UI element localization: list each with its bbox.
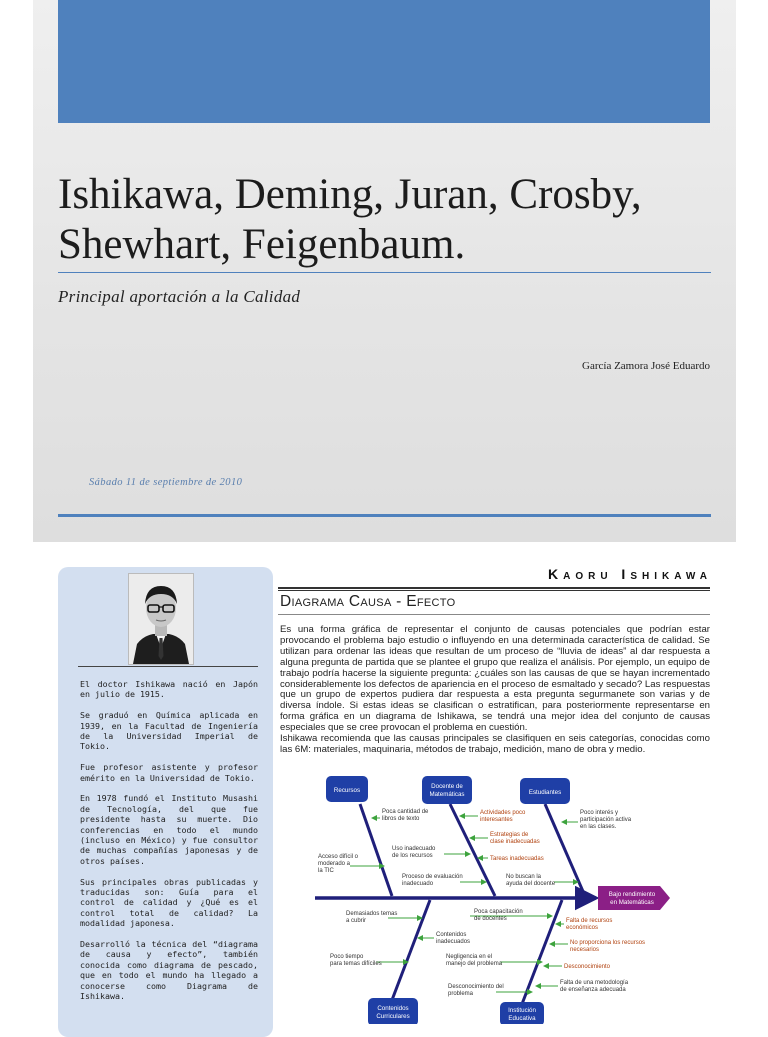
cause-label: ayuda del docente <box>506 881 556 887</box>
cause-label: Poco interés y <box>580 810 619 816</box>
cause-label: Falta de recursos <box>566 918 613 924</box>
cause-label: de docentes <box>474 916 507 922</box>
article-paragraph: Ishikawa recomienda que las causas principales se clasifiquen en seis categorías, conocidas como las 6M: materiales, maquinaria, métodos de trabajo, medición, mano de obra y medio. <box>280 733 710 755</box>
category-box-estudiantes <box>520 778 570 804</box>
cause-label: de enseñanza adecuada <box>560 987 626 993</box>
cause-label: inadecuado <box>402 881 434 887</box>
cause-label: Tareas inadecuadas <box>490 856 544 862</box>
cause-label: clase inadecuadas <box>490 839 540 845</box>
ishikawa-portrait-image <box>128 573 194 665</box>
cause-label: problema <box>448 991 474 997</box>
bio-paragraph: El doctor Ishikawa nació en Japón en julio de 1915. <box>80 679 258 700</box>
cause-label: manejo del problema <box>446 961 503 967</box>
cause-label: Desconocimiento del <box>448 984 504 990</box>
cause-label: Contenidos <box>436 932 467 938</box>
cause-label: No proporciona los recursos <box>570 940 646 946</box>
bio-paragraph: En 1978 fundó el Instituto Musashi de Tecnología, del que fue presidente hasta su muerte. Dio conferencias en todo el mundo (incluso en México) y fue consultor de muchas compañías japonesas y de otros países. <box>80 793 258 866</box>
cause-label: Poca capacitación <box>474 909 523 915</box>
category-box-institucion <box>500 1002 544 1024</box>
cause-label: Actividades poco <box>480 810 526 816</box>
bio-paragraph: Fue profesor asistente y profesor emérito en la Universidad de Tokio. <box>80 762 258 783</box>
category-contenidos-line1: Contenidos <box>377 1005 409 1012</box>
category-contenidos-line2: Curriculares <box>376 1013 410 1020</box>
cover-author: García Zamora José Eduardo <box>582 360 710 372</box>
bio-paragraph: Se graduó en Química aplicada en 1939, en la Facultad de Ingeniería de la Universidad Imperial de Tokio. <box>80 710 258 752</box>
cause-label: Poco tiempo <box>330 954 364 960</box>
bio-paragraph: Sus principales obras publicadas y traducidas son: Guía para el control de calidad y ¿Qué es el control total de calidad? La modalidad japonesa. <box>80 876 258 929</box>
bone-contenidos <box>392 900 430 1000</box>
article-header: Kaoru Ishikawa <box>547 566 712 582</box>
category-estudiantes: Estudiantes <box>528 789 562 796</box>
article-body <box>280 625 710 756</box>
category-recursos: Recursos <box>333 787 361 794</box>
cover-title <box>58 170 718 270</box>
category-box-recursos <box>326 776 368 802</box>
effect-box <box>598 886 670 910</box>
article-header-rule-thin <box>278 590 710 591</box>
category-box-docente <box>422 776 472 804</box>
category-docente-line2: Matemáticas <box>429 791 465 798</box>
cause-label: a cubrir <box>346 918 367 924</box>
cause-label: Falta de una metodología <box>560 980 629 986</box>
cover-title-line2: Shewhart, Feigenbaum. <box>58 221 466 268</box>
cause-label: libros de texto <box>382 816 420 822</box>
category-institucion-line2: Educativa <box>508 1015 536 1022</box>
cause-label: Poca cantidad de <box>382 809 429 815</box>
cover-title-rule <box>58 272 711 273</box>
cause-label: necesarios <box>570 947 600 953</box>
section-title-rule <box>278 614 710 615</box>
sidebar-divider <box>78 666 258 667</box>
biography-sidebar <box>58 567 273 1037</box>
cause-label: económicos <box>566 925 599 931</box>
cause-label: participación activa <box>580 817 632 823</box>
cover-title-line1: Ishikawa, Deming, Juran, Crosby, <box>58 171 642 218</box>
cover-header-band <box>58 0 710 123</box>
category-box-contenidos <box>368 998 418 1024</box>
cause-label: Uso inadecuado <box>392 846 436 852</box>
article-header-rule <box>278 587 710 589</box>
cause-label: Estrategias de <box>490 832 529 838</box>
cause-label: moderado a <box>318 861 351 867</box>
cause-label: inadecuados <box>436 939 471 945</box>
cause-label: Desconocimiento <box>564 964 611 970</box>
bio-paragraph: Desarrolló la técnica del “diagrama de causa y efecto”, también conocida como diagrama de pescado, que en todo el mundo ha llegado a conocerse como Diagrama de Ishikawa. <box>80 939 258 1002</box>
cover-subtitle: Principal aportación a la Calidad <box>58 287 301 306</box>
cover-bottom-rule <box>58 514 711 517</box>
cause-label: para temas difíciles <box>330 961 382 967</box>
cause-label: Demasiados temas <box>346 911 398 917</box>
cover-page <box>33 0 736 542</box>
category-docente-line1: Docente de <box>431 783 463 790</box>
biography-text <box>80 679 258 1012</box>
cover-date: Sábado 11 de septiembre de 2010 <box>89 477 243 488</box>
cause-label: en las clases. <box>580 824 617 830</box>
section-title: Diagrama Causa - Efecto <box>280 593 456 610</box>
effect-label-line2: en Matemáticas <box>610 899 654 906</box>
cause-label: No buscan la <box>506 874 542 880</box>
article-paragraph: Es una forma gráfica de representar el conjunto de causas potenciales que podrían estar provocando el problema bajo estudio o influyendo en una determinada característica de calidad. Se utilizan para ordenar las ideas que resultan de um proceso de “lluvia de ideas” al dar respuesta a alguna pregunta de partida que se plantee el grupo que realiza el análisis. Por ejemplo, un equipo de trabajo podría hacerse la siguiente pregunta: ¿cuáles son las causas de que se hayan incrementado considerablemente los defectos de apariencia en el proceso de esmaltado y secado? Las respuestas que un grupo de expertos pudiera dar respuesta a esta pregunta segurmanete son varias y de diversa índole. Si estas ideas se clasifican o estratifican, para posteriormente representarse en forma gráfica en un diagrama de Ishikawa, se tendrá una mejor idea del conjunto de causas especiales que se cree provocan el problema en cuestión. <box>280 624 710 734</box>
cause-label: Negligencia en el <box>446 954 493 960</box>
cause-label: Proceso de evaluación <box>402 874 463 880</box>
cause-label: de los recursos <box>392 853 433 859</box>
category-institucion-line1: Institución <box>508 1007 536 1014</box>
cause-label: Acceso difícil o <box>318 854 359 860</box>
cause-label: la TIC <box>318 868 334 874</box>
cause-label: interesantes <box>480 817 513 823</box>
effect-label-line1: Bajo rendimiento <box>608 891 656 898</box>
fishbone-diagram <box>300 770 680 1024</box>
